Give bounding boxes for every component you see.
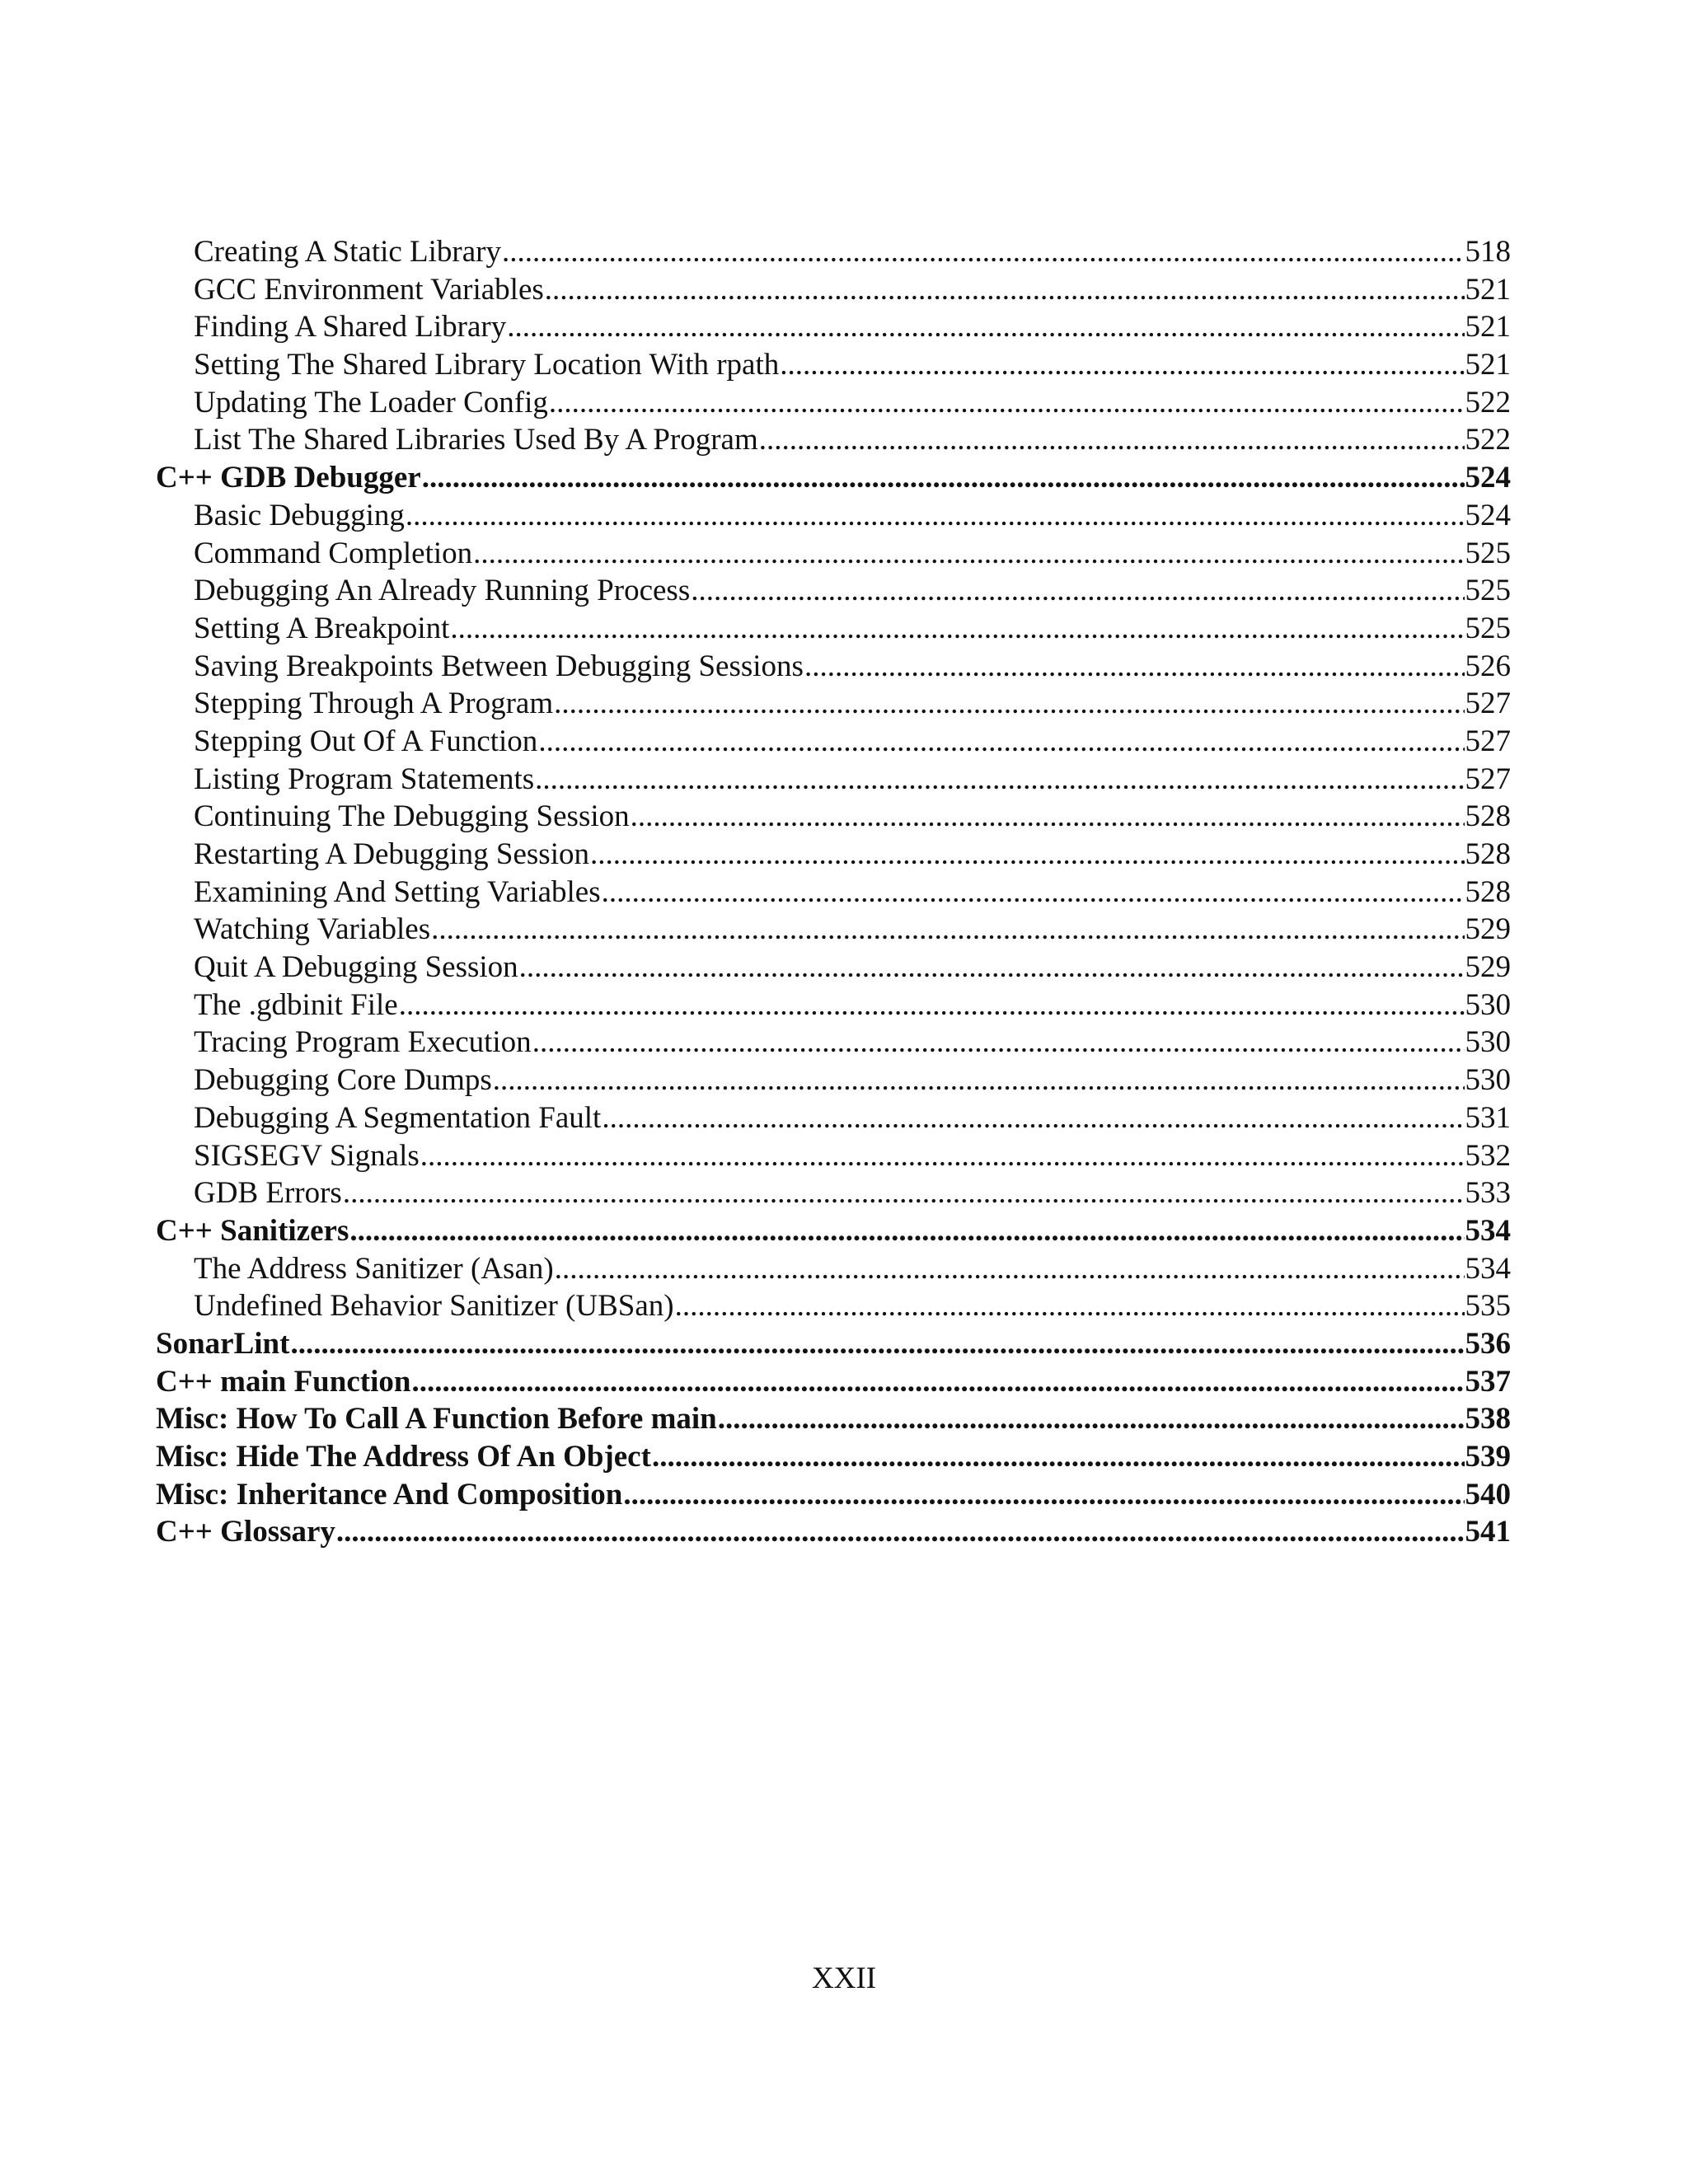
toc-entry[interactable] xyxy=(156,346,1511,384)
toc-entry[interactable] xyxy=(156,1174,1511,1212)
toc-entry-title: Restarting A Debugging Session xyxy=(194,837,589,871)
toc-entry[interactable] xyxy=(156,1325,1511,1363)
toc-entry-title: GDB Errors xyxy=(194,1176,342,1211)
toc-entry-title: Debugging A Segmentation Fault xyxy=(194,1100,602,1135)
toc-entry[interactable] xyxy=(156,911,1511,949)
toc-entry[interactable] xyxy=(156,497,1511,535)
toc-dot-leader xyxy=(343,1174,1465,1212)
toc-entry-title: Finding A Shared Library xyxy=(194,310,507,344)
toc-entry-page-number: 529 xyxy=(1465,912,1511,947)
toc-entry-title: Setting The Shared Library Location With rpath xyxy=(194,348,780,382)
toc-entry-page-number: 540 xyxy=(1465,1477,1511,1511)
toc-entry-page-number: 525 xyxy=(1465,536,1511,570)
toc-entry-title: Debugging An Already Running Process xyxy=(194,574,691,608)
toc-dot-leader xyxy=(450,610,1464,648)
toc-entry[interactable] xyxy=(156,1024,1511,1062)
toc-entry-title: List The Shared Libraries Used By A Program xyxy=(194,423,758,457)
toc-dot-leader xyxy=(602,874,1465,912)
toc-entry-page-number: 524 xyxy=(1465,461,1511,495)
toc-entry[interactable] xyxy=(156,874,1511,912)
toc-entry[interactable] xyxy=(156,271,1511,309)
toc-entry[interactable] xyxy=(156,421,1511,459)
toc-entry[interactable] xyxy=(156,723,1511,761)
toc-entry-page-number: 538 xyxy=(1465,1402,1511,1436)
toc-entry-title: Undefined Behavior Sanitizer (UBSan) xyxy=(194,1289,674,1324)
toc-entry[interactable] xyxy=(156,798,1511,836)
toc-entry[interactable] xyxy=(156,1513,1511,1551)
toc-entry-page-number: 531 xyxy=(1465,1100,1511,1135)
toc-dot-leader xyxy=(519,949,1465,987)
toc-dot-leader xyxy=(652,1438,1465,1476)
toc-entry-title: C++ main Function xyxy=(156,1364,411,1399)
toc-entry-page-number: 522 xyxy=(1465,385,1511,419)
toc-entry[interactable] xyxy=(156,1062,1511,1099)
toc-entry-page-number: 530 xyxy=(1465,1063,1511,1098)
table-of-contents xyxy=(156,233,1511,1551)
toc-dot-leader xyxy=(399,987,1465,1024)
toc-entry-title: SIGSEGV Signals xyxy=(194,1138,420,1173)
toc-dot-leader xyxy=(411,1363,1464,1401)
toc-entry-title: Misc: Inheritance And Composition xyxy=(156,1477,623,1511)
toc-entry[interactable] xyxy=(156,572,1511,610)
toc-entry[interactable] xyxy=(156,1363,1511,1401)
toc-dot-leader xyxy=(549,384,1465,422)
toc-dot-leader xyxy=(431,911,1464,949)
toc-entry-page-number: 534 xyxy=(1465,1213,1511,1248)
toc-entry-title: Setting A Breakpoint xyxy=(194,611,450,645)
toc-entry[interactable] xyxy=(156,233,1511,271)
toc-dot-leader xyxy=(623,1476,1464,1514)
toc-entry[interactable] xyxy=(156,535,1511,573)
toc-dot-leader xyxy=(290,1325,1464,1363)
toc-entry-page-number: 521 xyxy=(1465,310,1511,344)
toc-dot-leader xyxy=(538,723,1464,761)
toc-entry-page-number: 525 xyxy=(1465,574,1511,608)
toc-entry-page-number: 530 xyxy=(1465,987,1511,1022)
toc-entry-page-number: 518 xyxy=(1465,235,1511,269)
toc-entry-title: Misc: Hide The Address Of An Object xyxy=(156,1440,651,1474)
toc-entry-page-number: 530 xyxy=(1465,1025,1511,1060)
toc-entry-title: Quit A Debugging Session xyxy=(194,950,518,985)
toc-entry[interactable] xyxy=(156,610,1511,648)
toc-dot-leader xyxy=(493,1062,1465,1099)
toc-entry[interactable] xyxy=(156,384,1511,422)
toc-entry-page-number: 537 xyxy=(1465,1364,1511,1399)
toc-dot-leader xyxy=(336,1513,1465,1551)
toc-entry-title: C++ GDB Debugger xyxy=(156,461,421,495)
toc-entry-title: Examining And Setting Variables xyxy=(194,874,601,909)
toc-entry[interactable] xyxy=(156,1250,1511,1288)
toc-dot-leader xyxy=(554,685,1464,723)
toc-entry-title: GCC Environment Variables xyxy=(194,272,544,307)
toc-entry-title: Command Completion xyxy=(194,536,473,570)
toc-dot-leader xyxy=(420,1137,1465,1175)
toc-dot-leader xyxy=(602,1099,1464,1137)
toc-entry[interactable] xyxy=(156,1400,1511,1438)
toc-entry[interactable] xyxy=(156,459,1511,497)
toc-entry[interactable] xyxy=(156,648,1511,686)
toc-entry[interactable] xyxy=(156,1476,1511,1514)
toc-dot-leader xyxy=(406,497,1465,535)
toc-entry-page-number: 535 xyxy=(1465,1289,1511,1324)
toc-entry-page-number: 522 xyxy=(1465,423,1511,457)
toc-entry[interactable] xyxy=(156,308,1511,346)
toc-entry-page-number: 528 xyxy=(1465,837,1511,871)
toc-entry-title: Debugging Core Dumps xyxy=(194,1063,492,1098)
toc-entry-page-number: 527 xyxy=(1465,762,1511,796)
toc-dot-leader xyxy=(631,798,1465,836)
toc-dot-leader xyxy=(804,648,1465,686)
toc-entry-title: C++ Glossary xyxy=(156,1515,335,1549)
toc-dot-leader xyxy=(535,761,1464,799)
toc-entry-page-number: 534 xyxy=(1465,1251,1511,1286)
toc-dot-leader xyxy=(532,1024,1465,1062)
toc-entry-title: Misc: How To Call A Function Before main xyxy=(156,1402,717,1436)
toc-entry-page-number: 528 xyxy=(1465,799,1511,834)
toc-entry-title: Tracing Program Execution xyxy=(194,1025,532,1060)
toc-entry-page-number: 526 xyxy=(1465,649,1511,683)
toc-entry-title: Updating The Loader Config xyxy=(194,385,548,419)
toc-entry-page-number: 529 xyxy=(1465,950,1511,985)
toc-entry-page-number: 521 xyxy=(1465,272,1511,307)
toc-entry[interactable] xyxy=(156,949,1511,987)
toc-dot-leader xyxy=(507,308,1464,346)
toc-dot-leader xyxy=(780,346,1464,384)
toc-dot-leader xyxy=(718,1400,1465,1438)
toc-entry-page-number: 541 xyxy=(1465,1515,1511,1549)
toc-entry-title: Creating A Static Library xyxy=(194,235,501,269)
toc-entry-title: Basic Debugging xyxy=(194,498,405,532)
toc-entry-page-number: 524 xyxy=(1465,498,1511,532)
toc-entry[interactable] xyxy=(156,1438,1511,1476)
toc-dot-leader xyxy=(422,459,1465,497)
toc-entry-page-number: 527 xyxy=(1465,687,1511,721)
toc-dot-leader xyxy=(675,1287,1465,1325)
toc-dot-leader xyxy=(473,535,1464,573)
toc-entry-page-number: 521 xyxy=(1465,348,1511,382)
toc-entry-page-number: 533 xyxy=(1465,1176,1511,1211)
toc-entry-title: Continuing The Debugging Session xyxy=(194,799,630,834)
toc-entry[interactable] xyxy=(156,1137,1511,1175)
page-number: XXII xyxy=(811,1961,877,1995)
toc-entry-title: The Address Sanitizer (Asan) xyxy=(194,1251,554,1286)
toc-dot-leader xyxy=(545,271,1465,309)
toc-dot-leader xyxy=(349,1212,1464,1250)
toc-entry-page-number: 532 xyxy=(1465,1138,1511,1173)
toc-entry-title: The .gdbinit File xyxy=(194,987,398,1022)
toc-dot-leader xyxy=(502,233,1465,271)
toc-entry-title: Saving Breakpoints Between Debugging Sessions xyxy=(194,649,804,683)
toc-entry-title: SonarLint xyxy=(156,1326,290,1361)
toc-dot-leader xyxy=(555,1250,1465,1288)
toc-entry-page-number: 539 xyxy=(1465,1440,1511,1474)
toc-entry-title: C++ Sanitizers xyxy=(156,1213,349,1248)
toc-dot-leader xyxy=(759,421,1465,459)
toc-entry-title: Listing Program Statements xyxy=(194,762,535,796)
toc-entry[interactable] xyxy=(156,987,1511,1024)
toc-entry-page-number: 525 xyxy=(1465,611,1511,645)
toc-entry[interactable] xyxy=(156,1212,1511,1250)
toc-entry-title: Stepping Out Of A Function xyxy=(194,724,538,758)
toc-entry-page-number: 536 xyxy=(1465,1326,1511,1361)
toc-entry-title: Watching Variables xyxy=(194,912,431,947)
toc-entry[interactable] xyxy=(156,1099,1511,1137)
toc-entry-title: Stepping Through A Program xyxy=(194,687,554,721)
toc-dot-leader xyxy=(590,836,1465,874)
toc-entry[interactable] xyxy=(156,1287,1511,1325)
toc-entry[interactable] xyxy=(156,761,1511,799)
toc-dot-leader xyxy=(691,572,1464,610)
toc-entry-page-number: 527 xyxy=(1465,724,1511,758)
toc-entry-page-number: 528 xyxy=(1465,874,1511,909)
toc-entry[interactable] xyxy=(156,685,1511,723)
toc-entry[interactable] xyxy=(156,836,1511,874)
